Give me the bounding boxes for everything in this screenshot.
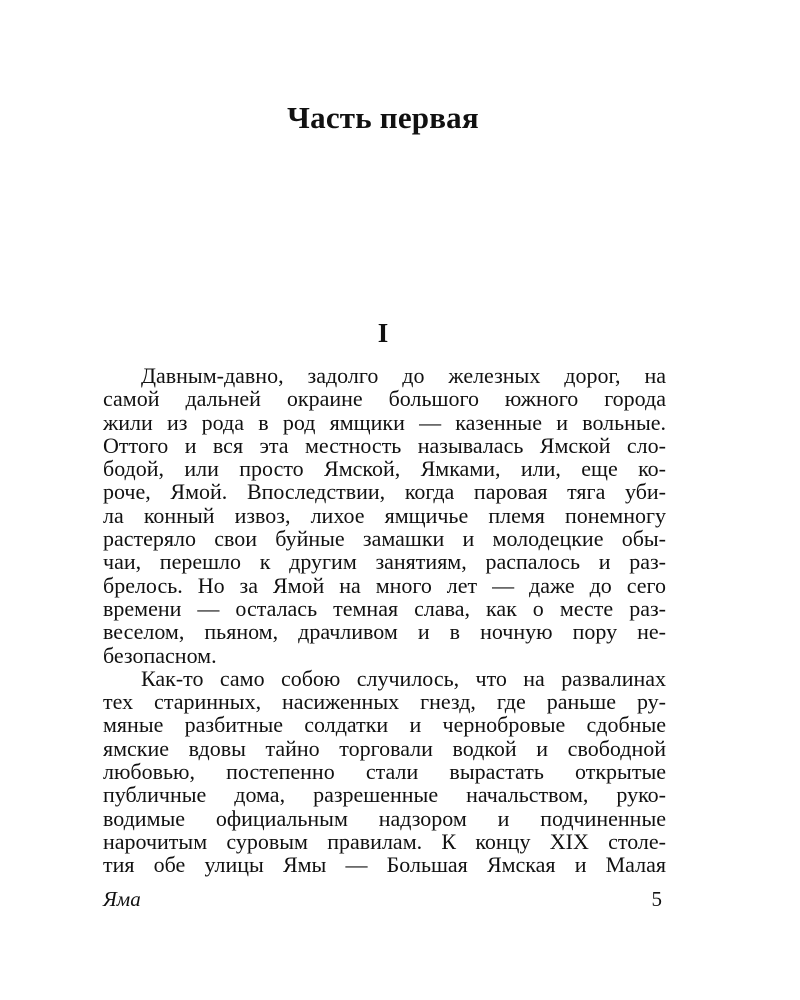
text-line: водимые официальным надзором и подчиненные: [103, 805, 666, 831]
text-line: самой дальней окраине большого южного города: [103, 386, 666, 412]
paragraph: [103, 667, 666, 877]
text-line: роче, Ямой. Впоследствии, когда паровая тяга уби-: [103, 479, 666, 505]
text-line: Давным-давно, задолго до железных дорог, на: [141, 363, 666, 388]
text-line: ла конный извоз, лихое ямщичье племя понемногу: [103, 502, 666, 528]
text-line: тех старинных, насиженных гнезд, где раньше ру-: [103, 689, 666, 715]
text-line: бодой, или просто Ямской, Ямками, или, еще ко-: [103, 456, 666, 482]
text-line: тия обе улицы Ямы — Большая Ямская и Малая: [103, 852, 666, 878]
text-line: безопасном.: [103, 642, 217, 668]
page-number: 5: [651, 887, 662, 911]
text-line: ямские вдовы тайно торговали водкой и свободной: [103, 735, 666, 761]
text-line: мяные разбитные солдатки и чернобровые сдобные: [103, 712, 666, 738]
text-line: чаи, перешло к другим занятиям, распалось и раз-: [103, 549, 666, 575]
text-line: растеряло свои буйные замашки и молодецкие обы-: [103, 526, 666, 552]
text-line: Оттого и вся эта местность называлась Ямской сло-: [103, 432, 666, 458]
text-line: нарочитым суровым правилам. К концу XIX столе-: [103, 828, 666, 854]
body-text: [103, 364, 666, 877]
running-footer-title: Яма: [103, 887, 141, 911]
text-line: Как-то само собою случилось, что на развалинах: [141, 665, 666, 691]
text-line: веселом, пьяном, драчливом и в ночную пору не-: [103, 619, 666, 645]
text-line: любовью, постепенно стали вырастать открытые: [103, 759, 666, 785]
text-line: публичные дома, разрешенные начальством, руко-: [103, 782, 666, 808]
part-title: Часть первая: [287, 100, 479, 135]
text-line: жили из рода в род ямщики — казенные и вольные.: [103, 409, 666, 435]
paragraph: [103, 364, 666, 667]
text-line: брелось. Но за Ямой на много лет — даже до сего: [103, 572, 666, 598]
chapter-number: I: [377, 318, 389, 348]
text-line: времени — осталась темная слава, как о месте раз-: [103, 595, 666, 621]
